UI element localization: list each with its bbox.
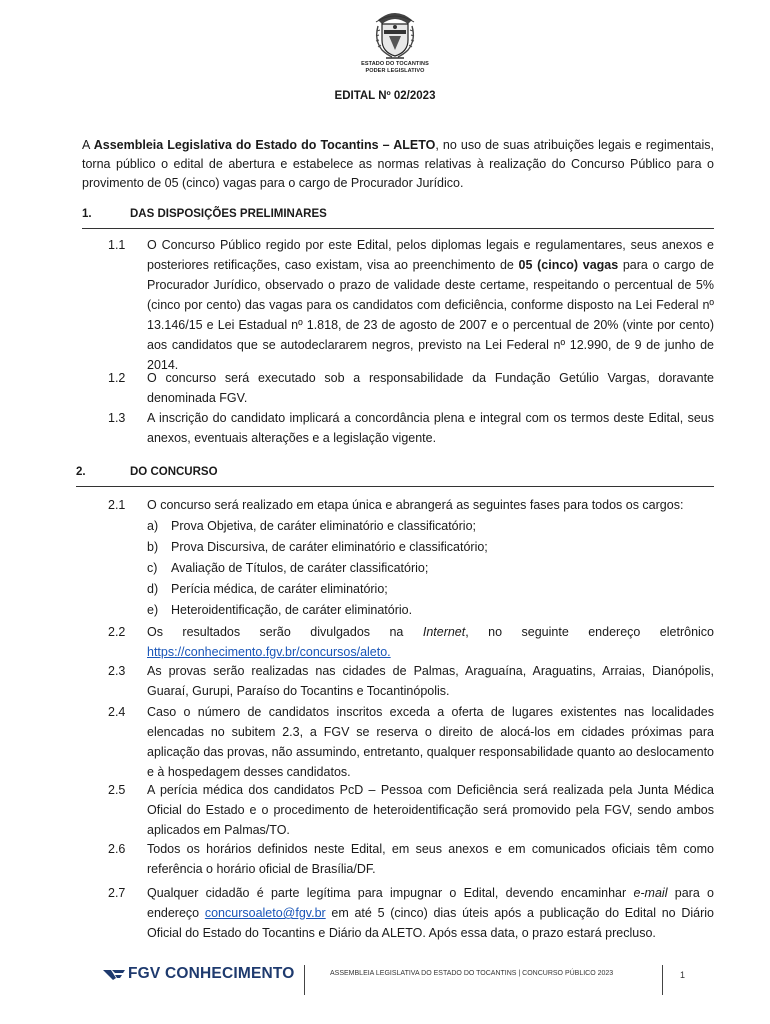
clause-number: 2.1 (108, 498, 126, 512)
seal-caption-line: ESTADO DO TOCANTINS (361, 61, 429, 67)
list-letter: e) (147, 603, 159, 617)
list-text: Prova Objetiva, de caráter eliminatório e classificatório; (171, 519, 476, 533)
list-text: Avaliação de Títulos, de caráter classificatório; (171, 561, 429, 575)
page-number: 1 (680, 970, 686, 980)
intro-text: , no uso de suas atribuições legais e regimentais, torna público o edital de abertura e estabelece as normas relativas à realização do Concurso Público para o provimento de 05 (cinco) vagas para o cargo de Procurador Jurídico. (82, 138, 714, 190)
clause-text-part: para o endereço (147, 886, 714, 920)
clause-text-part: Os resultados serão divulgados na (147, 625, 423, 639)
clause-number: 1.2 (108, 371, 126, 385)
clause-2-2 (108, 622, 714, 662)
clause-2-6 (108, 839, 714, 879)
section-rule (82, 228, 714, 229)
email-term: e-mail (633, 886, 668, 900)
clause-2-3 (108, 661, 714, 701)
list-letter: d) (147, 582, 159, 596)
section-label: DO CONCURSO (130, 466, 218, 478)
clause-text-part: O Concurso Público regido por este Edital, pelos diplomas legais e regulamentares, seus anexos e posteriores retificações, caso existam, visa ao preenchimento de (147, 238, 714, 272)
footer-divider (304, 965, 305, 995)
clause-number: 1.3 (108, 411, 126, 425)
clause-1-2 (108, 368, 714, 408)
clause-number: 2.5 (108, 783, 126, 797)
results-url-link[interactable]: https://conhecimento.fgv.br/concursos/aleto. (147, 645, 391, 659)
coat-of-arms-seal-icon (372, 4, 418, 62)
internet-term: Internet (422, 625, 466, 639)
fgv-logo-icon (103, 968, 125, 982)
clause-number: 2.2 (108, 625, 126, 639)
seal-caption (340, 61, 450, 74)
footer-text: ASSEMBLEIA LEGISLATIVA DO ESTADO DO TOCANTINS | CONCURSO PÚBLICO 2023 (330, 970, 614, 977)
phase-list-item (147, 558, 707, 578)
section-number: 1. (82, 208, 92, 220)
vacancies-count: 05 (cinco) vagas (518, 258, 619, 272)
fgv-logo-text: FGV CONHECIMENTO (128, 965, 295, 982)
section-label: DAS DISPOSIÇÕES PRELIMINARES (130, 208, 327, 220)
clause-2-7 (108, 883, 714, 943)
intro-prefix: A (82, 138, 94, 152)
results-link-line (147, 642, 714, 662)
clause-text (147, 622, 714, 642)
contact-email-link[interactable]: concursoaleto@fgv.br (204, 906, 326, 920)
phase-list-item (147, 579, 707, 599)
clause-text-part: Qualquer cidadão é parte legítima para impugnar o Edital, devendo encaminhar (147, 886, 634, 900)
clause-text: O concurso será realizado em etapa única e abrangerá as seguintes fases para todos os cargos: (147, 498, 684, 512)
clause-number: 1.1 (108, 238, 126, 252)
list-letter: b) (147, 540, 159, 554)
list-letter: c) (147, 561, 158, 575)
clause-1-3 (108, 408, 714, 448)
clause-number: 2.3 (108, 664, 126, 678)
clause-text: O concurso será executado sob a responsabilidade da Fundação Getúlio Vargas, doravante denominada FGV. (147, 371, 714, 405)
clause-text: As provas serão realizadas nas cidades de Palmas, Araguaína, Araguatins, Arraias, Dianópolis, Guaraí, Gurupi, Paraíso do Tocantins e Tocantinópolis. (147, 664, 714, 698)
footer-divider (662, 965, 663, 995)
clause-text-part: , no seguinte endereço eletrônico (465, 625, 714, 639)
document-title: EDITAL Nº 02/2023 (334, 90, 436, 102)
clause-text: A perícia médica dos candidatos PcD – Pessoa com Deficiência será realizada pela Junta Médica Oficial do Estado e o procedimento de heteroidentificação será promovido pela FGV, sendo ambos aplicados em Palmas/TO. (147, 783, 714, 837)
seal-caption-line: PODER LEGISLATIVO (365, 67, 425, 74)
phase-list-item (147, 537, 707, 557)
clause-text-part: em até 5 (cinco) dias úteis após a publicação do Edital no Diário Oficial do Estado do Tocantins e Diário da ALETO. Após essa data, o prazo estará precluso. (147, 906, 714, 940)
clause-number: 2.7 (108, 886, 126, 900)
clause-2-4 (108, 702, 714, 782)
clause-number: 2.6 (108, 842, 126, 856)
clause-text (147, 883, 714, 943)
clause-text: Todos os horários definidos neste Edital, em seus anexos e em comunicados oficiais têm como referência o horário oficial de Brasília/DF. (147, 842, 714, 876)
list-text: Prova Discursiva, de caráter eliminatório e classificatório; (171, 540, 488, 554)
intro-org-name: Assembleia Legislativa do Estado do Tocantins – ALETO (93, 138, 436, 152)
phase-list-item (147, 516, 707, 536)
clause-text: A inscrição do candidato implicará a concordância plena e integral com os termos deste Edital, seus anexos, eventuais alterações e a legislação vigente. (147, 411, 714, 445)
clause-2-1 (108, 495, 714, 515)
clause-text-part: para o cargo de Procurador Jurídico, observado o prazo de validade deste certame, respeitando o percentual de 5% (cinco por cento) das vagas para os candidatos com deficiência, conforme disposto na Lei Federal nº 13.146/15 e Lei Estadual nº 1.818, de 23 de agosto de 2007 e o percentual de 20% (vinte por cento) aos candidatos que se autodeclararem negros, previsto na Lei Federal nº 12.990, de 9 de junho de 2014. (147, 258, 714, 372)
phase-list-item (147, 600, 707, 620)
clause-text (147, 235, 714, 375)
clause-1-1 (108, 235, 714, 375)
section-number: 2. (76, 466, 86, 478)
list-text: Heteroidentificação, de caráter eliminatório. (171, 603, 413, 617)
list-letter: a) (147, 519, 159, 533)
clause-number: 2.4 (108, 705, 126, 719)
clause-2-5 (108, 780, 714, 840)
section-rule (76, 486, 714, 487)
intro-paragraph (82, 136, 714, 193)
clause-text: Caso o número de candidatos inscritos exceda a oferta de lugares existentes nas localidades elencadas no subitem 2.3, a FGV se reserva o direito de alocá-los em cidades próximas para aplicação das provas, não assumindo, entretanto, qualquer responsabilidade quanto ao deslocamento e à hospedagem desses candidatos. (147, 705, 714, 779)
list-text: Perícia médica, de caráter eliminatório; (171, 582, 388, 596)
